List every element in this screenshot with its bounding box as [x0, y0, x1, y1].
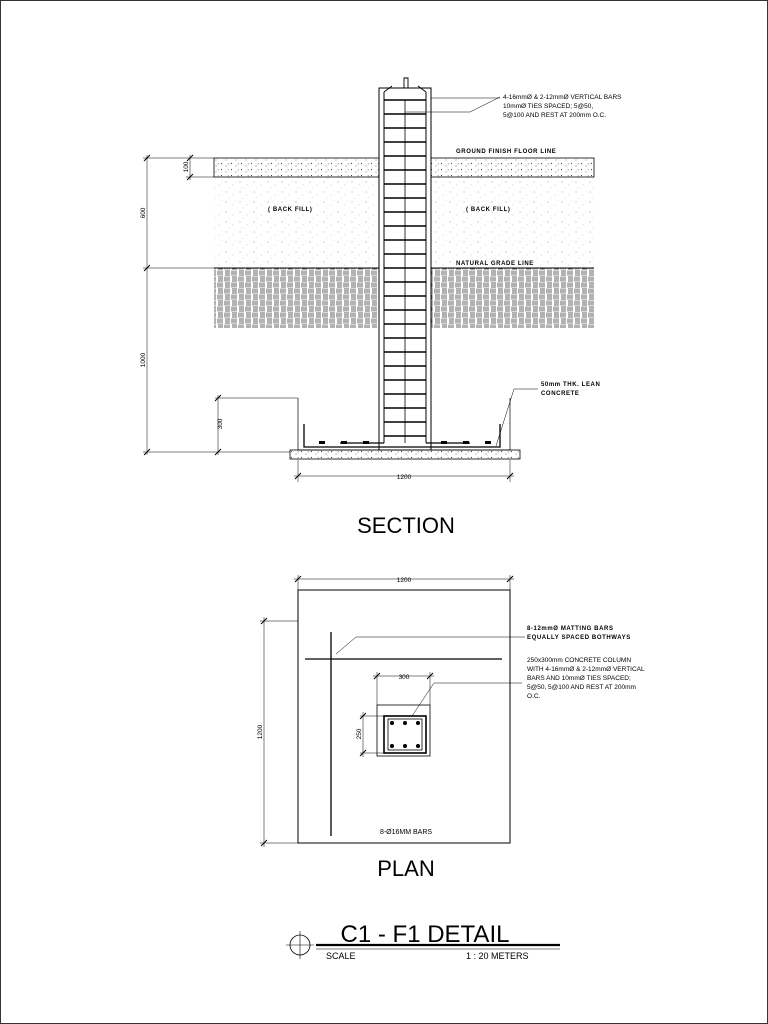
scale-value: 1 : 20 METERS	[466, 951, 529, 961]
vertical-bar-dot	[390, 721, 394, 725]
plan-view	[257, 575, 645, 881]
mat-bar-dot	[485, 441, 491, 444]
dim-plan-width: 1200	[396, 577, 412, 584]
section-view	[140, 78, 622, 538]
mat-bar-dot	[441, 441, 447, 444]
note-column-5: O.C.	[527, 693, 541, 700]
note-column-3: BARS AND 10mmØ TIES SPACED;	[527, 675, 631, 682]
dim-embed: 1000	[140, 352, 147, 368]
note-column-1: 250x300mm CONCRETE COLUMN	[527, 657, 632, 664]
label-backfill-right: ( BACK FILL)	[466, 207, 511, 213]
mat-bar-dot	[363, 441, 369, 444]
mat-bar-dot	[463, 441, 469, 444]
lean-concrete	[290, 450, 520, 459]
vertical-bar-dot	[416, 744, 420, 748]
dim-plan-height: 1200	[257, 724, 264, 740]
dim-footing-depth: 300	[217, 418, 224, 430]
dim-footing-width: 1200	[396, 474, 412, 481]
dim-column-height: 250	[356, 728, 363, 740]
vertical-bar-dot	[416, 721, 420, 725]
dim-backfill: 600	[140, 207, 147, 219]
dim-slab: 100	[183, 161, 190, 173]
note-matting-spacing: EQUALLY SPACED BOTHWAYS	[527, 635, 631, 641]
column-break-mark	[392, 78, 418, 88]
note-vertical-bars: 4-16mmØ & 2-12mmØ VERTICAL BARS	[503, 94, 622, 101]
plan-title: PLAN	[377, 856, 435, 881]
label-ground-finish: GROUND FINISH FLOOR LINE	[456, 149, 557, 155]
note-matting-bars: 8-12mmØ MATTING BARS	[527, 626, 614, 632]
vertical-bar-dot	[403, 721, 407, 725]
leader-lean	[496, 389, 538, 446]
mat-bar-dot	[319, 441, 325, 444]
note-lean-concrete: 50mm THK. LEAN	[541, 382, 601, 388]
label-backfill-left: ( BACK FILL)	[268, 207, 313, 213]
label-natural-grade: NATURAL GRADE LINE	[456, 261, 534, 267]
note-bottom-bars: 8-Ø16MM BARS	[379, 829, 433, 836]
note-column-2: WITH 4-16mmØ & 2-12mmØ VERTICAL	[527, 666, 645, 673]
note-ties: 10mmØ TIES SPACED; 5@50,	[503, 103, 594, 110]
mat-bar-dot	[341, 441, 347, 444]
section-title: SECTION	[357, 513, 455, 538]
note-ties-spacing: 5@100 AND REST AT 200mm O.C.	[503, 112, 607, 119]
vertical-bar-dot	[403, 744, 407, 748]
vertical-bar-dot	[390, 744, 394, 748]
scale-label: SCALE	[326, 951, 356, 961]
title-block	[286, 921, 560, 961]
note-lean-concrete-2: CONCRETE	[541, 391, 580, 397]
detail-title: C1 - F1 DETAIL	[340, 921, 510, 948]
dim-column-width: 300	[398, 674, 410, 681]
note-column-4: 5@50, 5@100 AND REST AT 200mm	[527, 684, 636, 691]
